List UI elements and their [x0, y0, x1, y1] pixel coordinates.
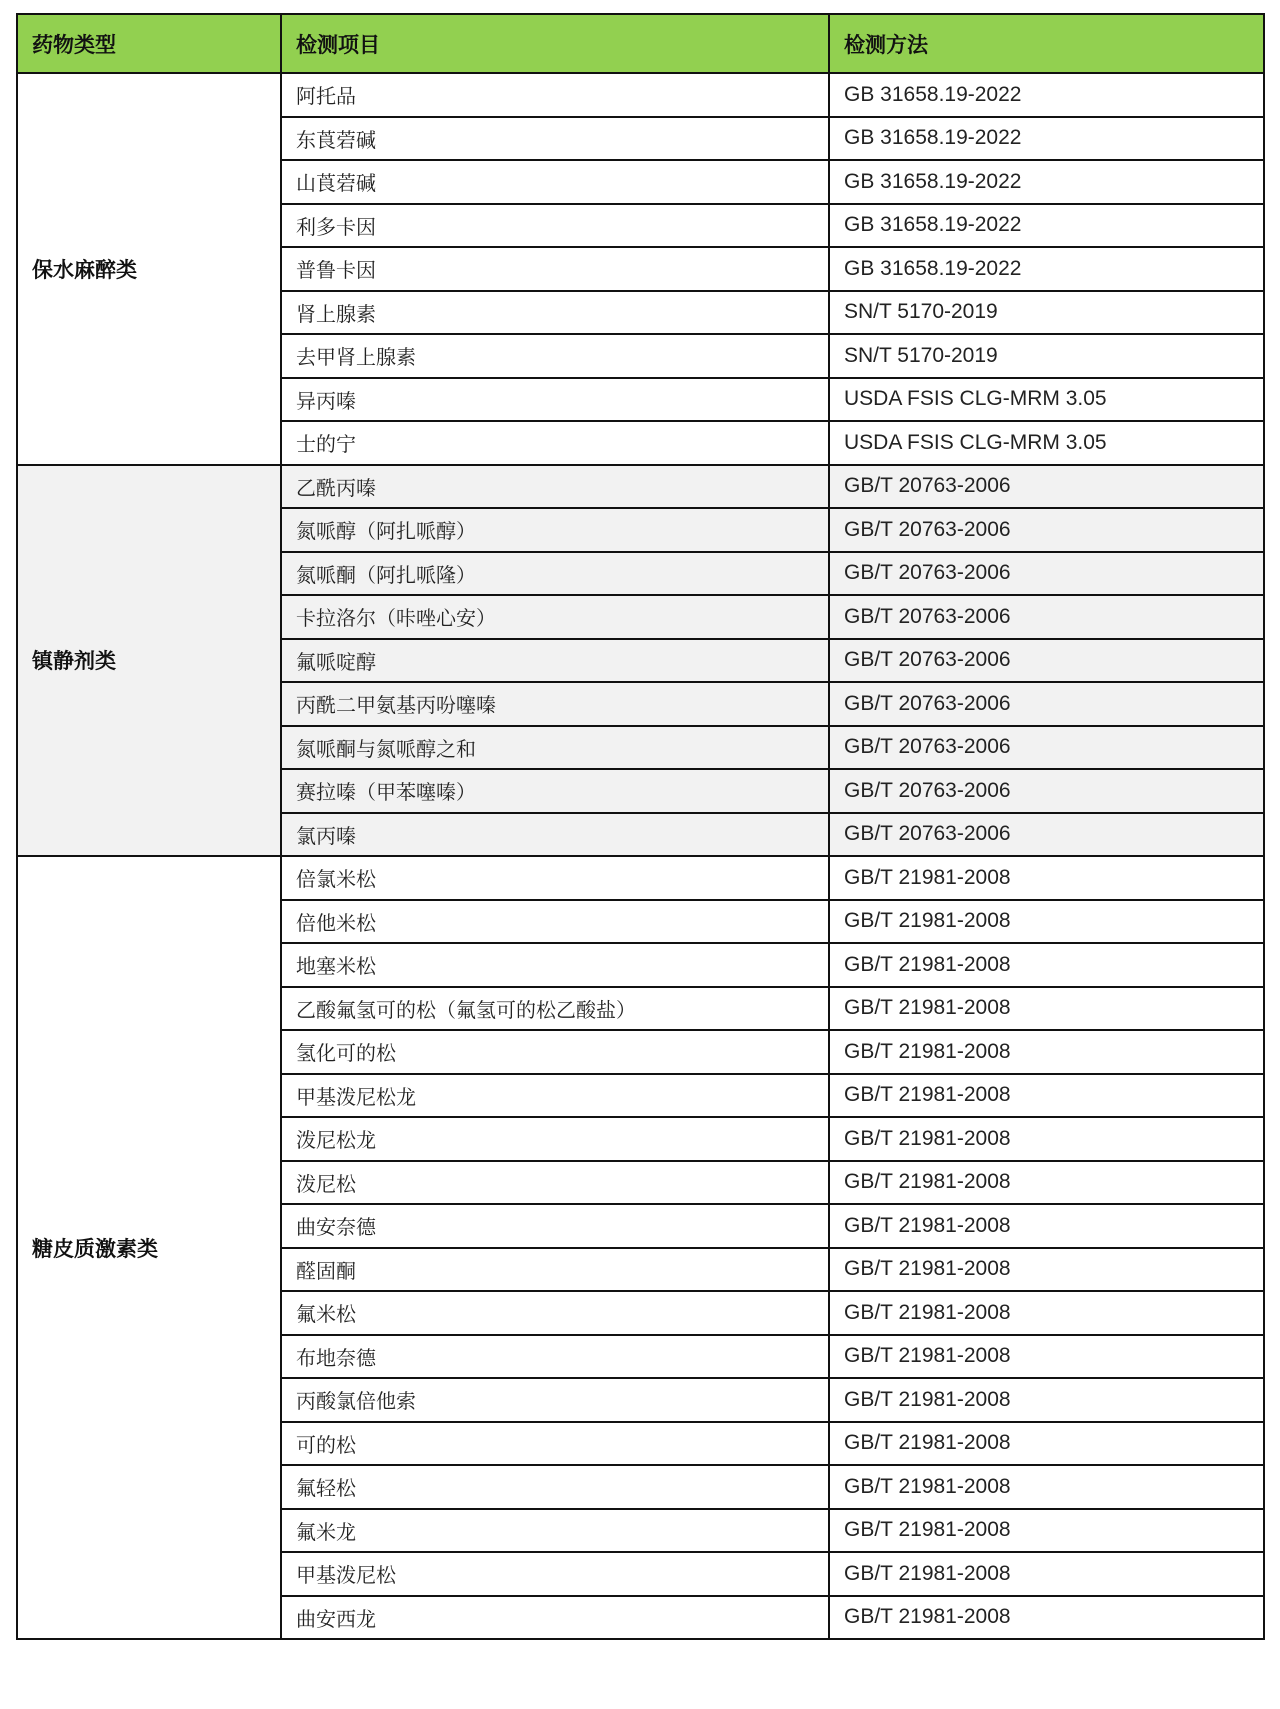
- table-row: [17, 856, 1264, 900]
- test-method-cell: GB/T 21981-2008: [829, 1030, 1264, 1074]
- test-method-cell: GB/T 21981-2008: [829, 1596, 1264, 1640]
- test-item-cell: 乙酸氟氢可的松（氟氢可的松乙酸盐）: [281, 987, 829, 1031]
- test-method-cell: GB/T 20763-2006: [829, 552, 1264, 596]
- test-item-cell: 阿托品: [281, 73, 829, 117]
- test-item-cell: 氮哌酮（阿扎哌隆）: [281, 552, 829, 596]
- test-item-cell: 乙酰丙嗪: [281, 465, 829, 509]
- test-item-cell: 普鲁卡因: [281, 247, 829, 291]
- test-item-cell: 甲基泼尼松: [281, 1552, 829, 1596]
- test-method-cell: GB 31658.19-2022: [829, 204, 1264, 248]
- test-item-cell: 倍氯米松: [281, 856, 829, 900]
- test-method-cell: GB/T 21981-2008: [829, 1291, 1264, 1335]
- test-method-cell: GB 31658.19-2022: [829, 247, 1264, 291]
- test-item-cell: 异丙嗪: [281, 378, 829, 422]
- test-method-cell: GB/T 20763-2006: [829, 682, 1264, 726]
- test-item-cell: 山莨菪碱: [281, 160, 829, 204]
- test-item-cell: 氟米龙: [281, 1509, 829, 1553]
- test-method-cell: GB 31658.19-2022: [829, 73, 1264, 117]
- test-item-cell: 氟哌啶醇: [281, 639, 829, 683]
- test-method-cell: GB/T 21981-2008: [829, 1509, 1264, 1553]
- test-method-cell: GB/T 21981-2008: [829, 1552, 1264, 1596]
- test-item-cell: 布地奈德: [281, 1335, 829, 1379]
- table-row: [17, 465, 1264, 509]
- test-item-cell: 倍他米松: [281, 900, 829, 944]
- test-method-cell: GB/T 21981-2008: [829, 987, 1264, 1031]
- test-method-cell: GB/T 21981-2008: [829, 1465, 1264, 1509]
- test-method-cell: GB/T 21981-2008: [829, 856, 1264, 900]
- test-item-cell: 卡拉洛尔（咔唑心安）: [281, 595, 829, 639]
- test-item-cell: 利多卡因: [281, 204, 829, 248]
- test-method-cell: GB 31658.19-2022: [829, 160, 1264, 204]
- drug-category-cell: 糖皮质激素类: [17, 856, 281, 1639]
- test-method-cell: GB/T 20763-2006: [829, 639, 1264, 683]
- test-item-cell: 地塞米松: [281, 943, 829, 987]
- test-item-cell: 泼尼松龙: [281, 1117, 829, 1161]
- test-method-cell: GB/T 20763-2006: [829, 769, 1264, 813]
- test-method-cell: GB/T 21981-2008: [829, 1117, 1264, 1161]
- test-item-cell: 氟米松: [281, 1291, 829, 1335]
- test-method-cell: GB/T 20763-2006: [829, 813, 1264, 857]
- test-method-cell: GB/T 21981-2008: [829, 1161, 1264, 1205]
- test-item-cell: 肾上腺素: [281, 291, 829, 335]
- test-item-cell: 去甲肾上腺素: [281, 334, 829, 378]
- test-item-cell: 可的松: [281, 1422, 829, 1466]
- test-item-cell: 氮哌酮与氮哌醇之和: [281, 726, 829, 770]
- test-item-cell: 醛固酮: [281, 1248, 829, 1292]
- test-method-cell: GB/T 21981-2008: [829, 900, 1264, 944]
- test-item-cell: 丙酸氯倍他索: [281, 1378, 829, 1422]
- test-method-cell: GB/T 20763-2006: [829, 726, 1264, 770]
- test-method-cell: GB/T 21981-2008: [829, 1378, 1264, 1422]
- test-method-cell: GB 31658.19-2022: [829, 117, 1264, 161]
- test-item-cell: 甲基泼尼松龙: [281, 1074, 829, 1118]
- table-header-row: [17, 14, 1264, 73]
- test-method-cell: SN/T 5170-2019: [829, 291, 1264, 335]
- test-method-cell: GB/T 21981-2008: [829, 943, 1264, 987]
- table-row: [17, 73, 1264, 117]
- test-method-cell: USDA FSIS CLG-MRM 3.05: [829, 378, 1264, 422]
- test-item-cell: 泼尼松: [281, 1161, 829, 1205]
- test-method-cell: GB/T 20763-2006: [829, 465, 1264, 509]
- test-method-cell: GB/T 21981-2008: [829, 1248, 1264, 1292]
- test-method-cell: GB/T 20763-2006: [829, 508, 1264, 552]
- test-item-cell: 东莨菪碱: [281, 117, 829, 161]
- header-drug-type: 药物类型: [17, 14, 281, 73]
- test-item-cell: 氢化可的松: [281, 1030, 829, 1074]
- test-item-cell: 曲安奈德: [281, 1204, 829, 1248]
- header-test-item: 检测项目: [281, 14, 829, 73]
- table-body: [17, 73, 1264, 1639]
- test-item-cell: 氟轻松: [281, 1465, 829, 1509]
- test-method-cell: GB/T 21981-2008: [829, 1074, 1264, 1118]
- test-method-cell: GB/T 21981-2008: [829, 1422, 1264, 1466]
- drug-category-cell: 保水麻醉类: [17, 73, 281, 465]
- test-method-cell: GB/T 21981-2008: [829, 1204, 1264, 1248]
- drug-category-cell: 镇静剂类: [17, 465, 281, 857]
- header-test-method: 检测方法: [829, 14, 1264, 73]
- test-method-cell: SN/T 5170-2019: [829, 334, 1264, 378]
- test-item-cell: 丙酰二甲氨基丙吩噻嗪: [281, 682, 829, 726]
- test-item-cell: 赛拉嗪（甲苯噻嗪）: [281, 769, 829, 813]
- test-item-cell: 氯丙嗪: [281, 813, 829, 857]
- drug-testing-table: [16, 13, 1265, 1640]
- test-item-cell: 士的宁: [281, 421, 829, 465]
- test-item-cell: 氮哌醇（阿扎哌醇）: [281, 508, 829, 552]
- test-method-cell: USDA FSIS CLG-MRM 3.05: [829, 421, 1264, 465]
- test-method-cell: GB/T 20763-2006: [829, 595, 1264, 639]
- test-method-cell: GB/T 21981-2008: [829, 1335, 1264, 1379]
- test-item-cell: 曲安西龙: [281, 1596, 829, 1640]
